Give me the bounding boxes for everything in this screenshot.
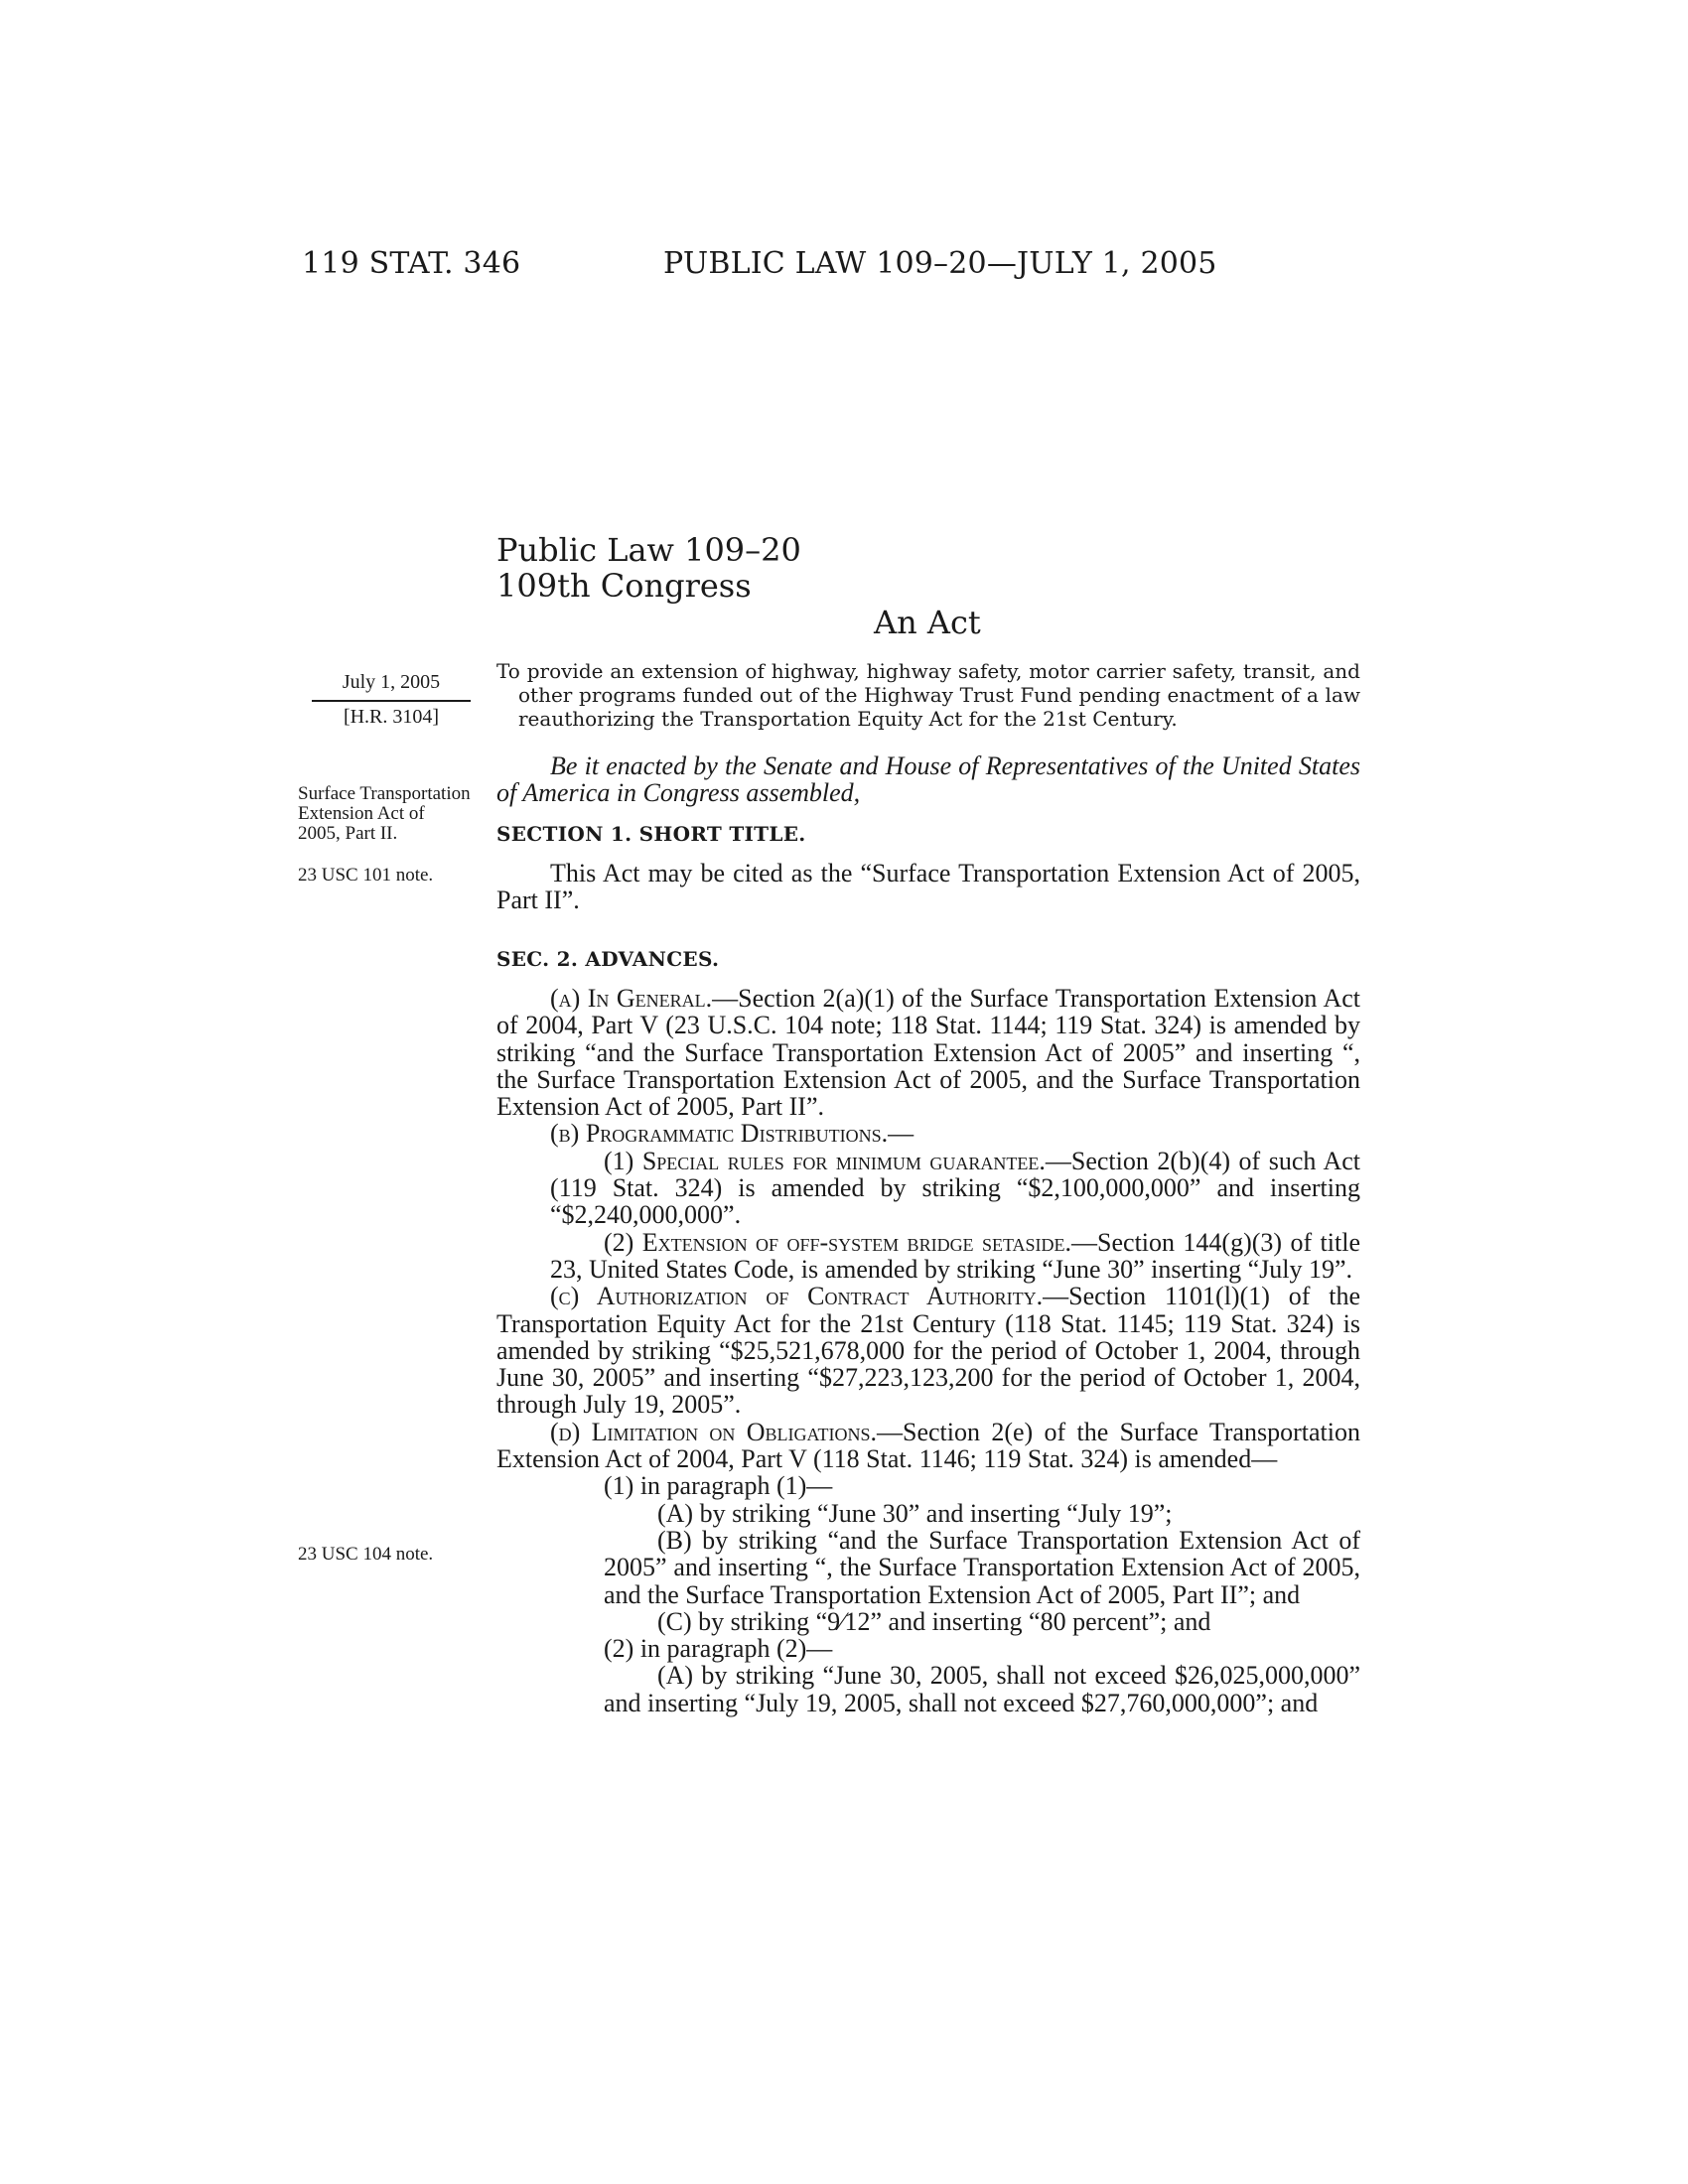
margin-note-short-title: Surface Transportation Extension Act of 2005, Part II. bbox=[298, 783, 471, 844]
subparagraph-d2A: (A) by striking “June 30, 2005, shall not exceed $26,025,000,000” and inserting “July 19, 2005, shall not exceed $27,760,000,000”; and bbox=[604, 1661, 1360, 1717]
subsection-d bbox=[496, 1419, 1360, 1473]
paragraph-b2-text: —Section 144(g)(3) of title 23, United States Code, is amended by striking “June 30” inserting “July 19”. bbox=[550, 1227, 1360, 1284]
subsection-a-text: —Section 2(a)(1) of the Surface Transportation Extension Act of 2004, Part V (23 U.S.C. 104 note; 118 Stat. 1144; 119 Stat. 324) is amended by striking “and the Surface Transportation Extension Act of 2005” and inserting “, the Surface Transportation Extension Act of 2005, and the Surface Transportation Extension Act of 2005, Part II”. bbox=[496, 984, 1360, 1122]
subparagraph-d1B: (B) by striking “and the Surface Transportation Extension Act of 2005” and inserting “, the Surface Transportation Extension Act of 2005, and the Surface Transportation Extension Act of 2005, Part II”; and bbox=[604, 1525, 1360, 1609]
subsection-b-label: (b) Programmatic Distributions.— bbox=[550, 1119, 914, 1149]
subsection-a-label: (a) In General. bbox=[550, 984, 713, 1013]
paragraph-d2: (2) in paragraph (2)— bbox=[604, 1634, 833, 1664]
section-1-text: This Act may be cited as the “Surface Transportation Extension Act of 2005, Part II”. bbox=[496, 859, 1360, 915]
paragraph-b2 bbox=[496, 1229, 1360, 1284]
running-title: PUBLIC LAW 109–20—JULY 1, 2005 bbox=[663, 246, 1217, 281]
subsection-c-label: (c) Authorization of Contract Authority. bbox=[550, 1282, 1044, 1311]
bill-number: [H.R. 3104] bbox=[343, 706, 440, 728]
margin-note-usc-101: 23 USC 101 note. bbox=[298, 865, 434, 886]
act-heading: An Act bbox=[874, 604, 981, 641]
subsection-c bbox=[496, 1283, 1360, 1418]
enacting-text: Be it enacted by the Senate and House of Representatives of the United States of America in Congress assembled, bbox=[496, 751, 1360, 808]
paragraph-d1: (1) in paragraph (1)— bbox=[604, 1471, 833, 1501]
subparagraph-d1C: (C) by striking “9⁄12” and inserting “80 percent”; and bbox=[657, 1606, 1211, 1636]
purpose-clause bbox=[496, 659, 1360, 731]
paragraph-b1-label: (1) Special rules for minimum guarantee. bbox=[604, 1146, 1046, 1175]
section-1-heading: SECTION 1. SHORT TITLE. bbox=[496, 822, 806, 846]
congress: 109th Congress bbox=[496, 567, 752, 605]
date-bill-box bbox=[312, 671, 471, 729]
section-2-body bbox=[496, 985, 1360, 1716]
law-number: Public Law 109–20 bbox=[496, 531, 801, 569]
subsection-b bbox=[496, 1120, 1360, 1147]
subsection-c-text: —Section 1101(l)(1) of the Transportation Equity Act for the 21st Century (118 Stat. 1145; 119 Stat. 324) is amended by striking “$25,521,678,000 for the period of October 1, 2004, through June 30, 2005” and inserting “$27,223,123,200 for the period of October 1, 2004, through July 19, 2005”. bbox=[496, 1282, 1360, 1420]
subsection-d-text: —Section 2(e) of the Surface Transportation Extension Act of 2004, Part V (118 Stat. 1146; 119 Stat. 324) is amended— bbox=[496, 1417, 1360, 1474]
subparagraph-d1A: (A) by striking “June 30” and inserting “July 19”; bbox=[657, 1498, 1173, 1528]
paragraph-b2-label: (2) Extension of off-system bridge setaside. bbox=[604, 1227, 1072, 1257]
subsection-d-label: (d) Limitation on Obligations. bbox=[550, 1417, 877, 1446]
page-reference: 119 STAT. 346 bbox=[302, 246, 521, 281]
section-1-body bbox=[496, 860, 1360, 914]
subsection-a bbox=[496, 985, 1360, 1120]
enactment-date: July 1, 2005 bbox=[312, 671, 471, 702]
purpose-text: To provide an extension of highway, highway safety, motor carrier safety, transit, and other programs funded out of the Highway Trust Fund pending enactment of a law reauthorizing the Transportation Equity Act for the 21st Century. bbox=[496, 659, 1360, 731]
margin-note-usc-104: 23 USC 104 note. bbox=[298, 1544, 434, 1565]
paragraph-b1-text: —Section 2(b)(4) of such Act (119 Stat. 324) is amended by striking “$2,100,000,000” and inserting “$2,240,000,000”. bbox=[550, 1146, 1360, 1230]
enacting-clause bbox=[496, 752, 1360, 807]
section-2-heading: SEC. 2. ADVANCES. bbox=[496, 947, 720, 971]
paragraph-b1 bbox=[496, 1148, 1360, 1229]
